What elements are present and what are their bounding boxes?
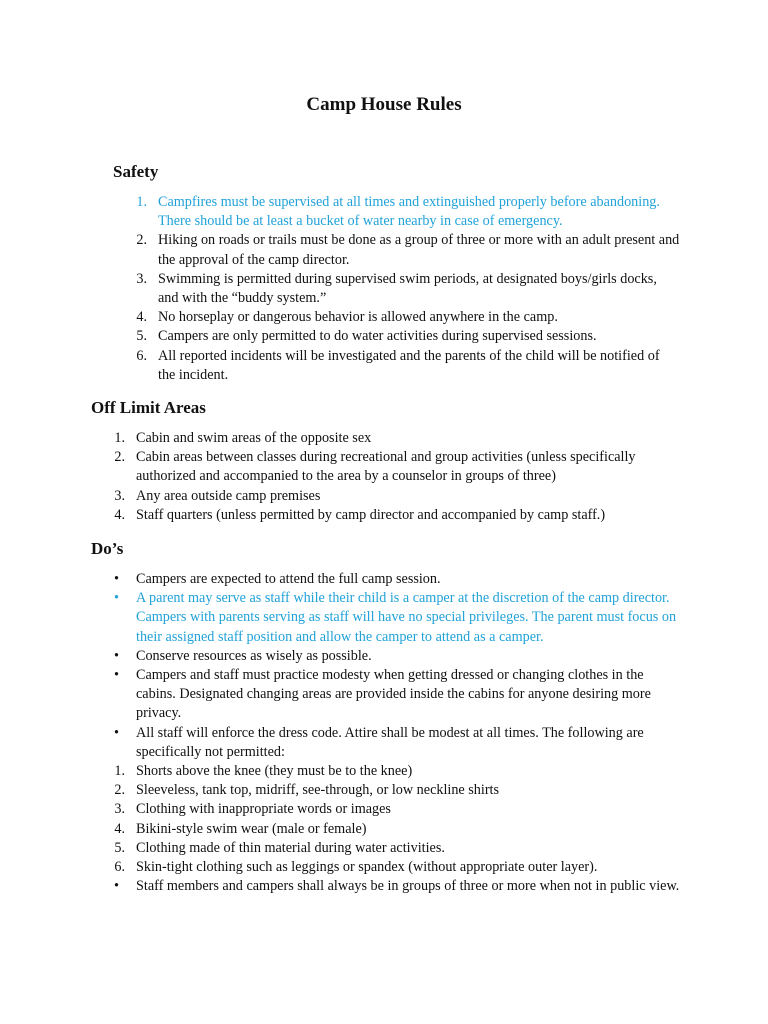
list-item: [0, 647, 768, 666]
list-marker: 1.: [114, 763, 125, 780]
list-item: [0, 781, 768, 800]
list-marker: 3.: [136, 270, 147, 287]
list-item: [0, 589, 768, 647]
list-item: [0, 506, 768, 525]
list-item: [0, 570, 768, 589]
list-item-text: Sleeveless, tank top, midriff, see-through, or low neckline shirts: [136, 782, 500, 799]
document-title: Camp House Rules: [306, 94, 462, 115]
bullet-marker: •: [114, 571, 119, 587]
list-marker: 4.: [136, 309, 147, 326]
bullet-marker: •: [114, 590, 119, 607]
list-item-text: Any area outside camp premises: [136, 487, 321, 504]
list-marker: 4.: [114, 506, 125, 523]
bullet-marker: •: [114, 724, 119, 741]
section-heading-safety: Safety: [113, 162, 159, 181]
list-item: [0, 666, 768, 724]
list-item: [0, 448, 768, 486]
list-item: [0, 487, 768, 506]
list-item: [0, 839, 768, 858]
list-item: [0, 858, 768, 877]
list-item-text: Campfires must be supervised at all times and extinguished properly before abandoning. There should be at least a bucket of water nearby in case of emergency.: [158, 194, 660, 230]
list-item-text: Campers and staff must practice modesty when getting dressed or changing clothes in the cabins. Designated changing areas are provided inside the cabins for anyone desiring more privacy.: [136, 667, 651, 722]
list-marker: 2.: [114, 782, 125, 799]
list-marker: 2.: [114, 449, 125, 466]
list-marker: 4.: [114, 820, 125, 837]
safety-rules-list: [0, 193, 768, 385]
bullet-marker: •: [114, 667, 119, 684]
list-item-text: Staff quarters (unless permitted by camp director and accompanied by camp staff.): [136, 506, 606, 523]
bullet-marker: •: [114, 878, 119, 895]
list-item: [0, 877, 768, 896]
list-item: [0, 800, 768, 819]
list-item-text: Cabin and swim areas of the opposite sex: [136, 430, 372, 446]
list-item: [0, 724, 768, 762]
list-item-text: Conserve resources as wisely as possible.: [136, 647, 372, 664]
list-item-text: All reported incidents will be investigated and the parents of the child will be notified of the incident.: [158, 347, 660, 383]
list-item-text: Hiking on roads or trails must be done as a group of three or more with an adult present and the approval of the camp director.: [158, 232, 680, 268]
list-marker: 1.: [114, 430, 125, 446]
dos-list: [0, 570, 768, 896]
list-item-text: Bikini-style swim wear (male or female): [136, 820, 367, 837]
list-marker: 5.: [136, 328, 147, 345]
list-item-text: Campers are only permitted to do water activities during supervised sessions.: [158, 328, 597, 345]
list-item: [0, 308, 768, 327]
list-item: [0, 762, 768, 781]
list-marker: 1.: [136, 194, 147, 210]
list-item: [0, 231, 768, 269]
section-heading-off-limit-areas: Off Limit Areas: [91, 398, 206, 417]
list-item-text: Clothing made of thin material during water activities.: [136, 839, 445, 856]
list-item-text: No horseplay or dangerous behavior is allowed anywhere in the camp.: [158, 309, 558, 326]
section-heading-dos: Do’s: [91, 539, 124, 558]
list-item-text: Clothing with inappropriate words or images: [136, 801, 391, 818]
list-item: [0, 820, 768, 839]
list-item-text: A parent may serve as staff while their child is a camper at the discretion of the camp director. Campers with parents serving as staff will have no special privileges. The parent must focus on their assigned staff position and allow the camper to attend as a camper.: [136, 590, 677, 645]
list-item-text: Cabin areas between classes during recreational and group activities (unless specifically authorized and accompanied to the area by a counselor in groups of three): [136, 449, 636, 485]
list-item: [0, 347, 768, 385]
list-item-text: Staff members and campers shall always be in groups of three or more when not in public view.: [136, 878, 680, 895]
list-marker: 6.: [114, 859, 125, 876]
list-item: [0, 327, 768, 346]
list-item-text: All staff will enforce the dress code. Attire shall be modest at all times. The following are specifically not permitted:: [136, 724, 644, 760]
list-item-text: Skin-tight clothing such as leggings or spandex (without appropriate outer layer).: [136, 859, 598, 876]
list-item: [0, 429, 768, 448]
list-item: [0, 193, 768, 231]
list-marker: 3.: [114, 801, 125, 818]
list-marker: 6.: [136, 347, 147, 364]
list-item-text: Shorts above the knee (they must be to the knee): [136, 763, 413, 780]
off-limit-areas-list: [0, 429, 768, 525]
list-marker: 2.: [136, 232, 147, 249]
list-marker: 5.: [114, 839, 125, 856]
list-marker: 3.: [114, 487, 125, 504]
list-item-text: Campers are expected to attend the full camp session.: [136, 571, 441, 587]
bullet-marker: •: [114, 647, 119, 664]
list-item: [0, 270, 768, 308]
list-item-text: Swimming is permitted during supervised swim periods, at designated boys/girls docks, and with the “buddy system.”: [158, 270, 657, 307]
